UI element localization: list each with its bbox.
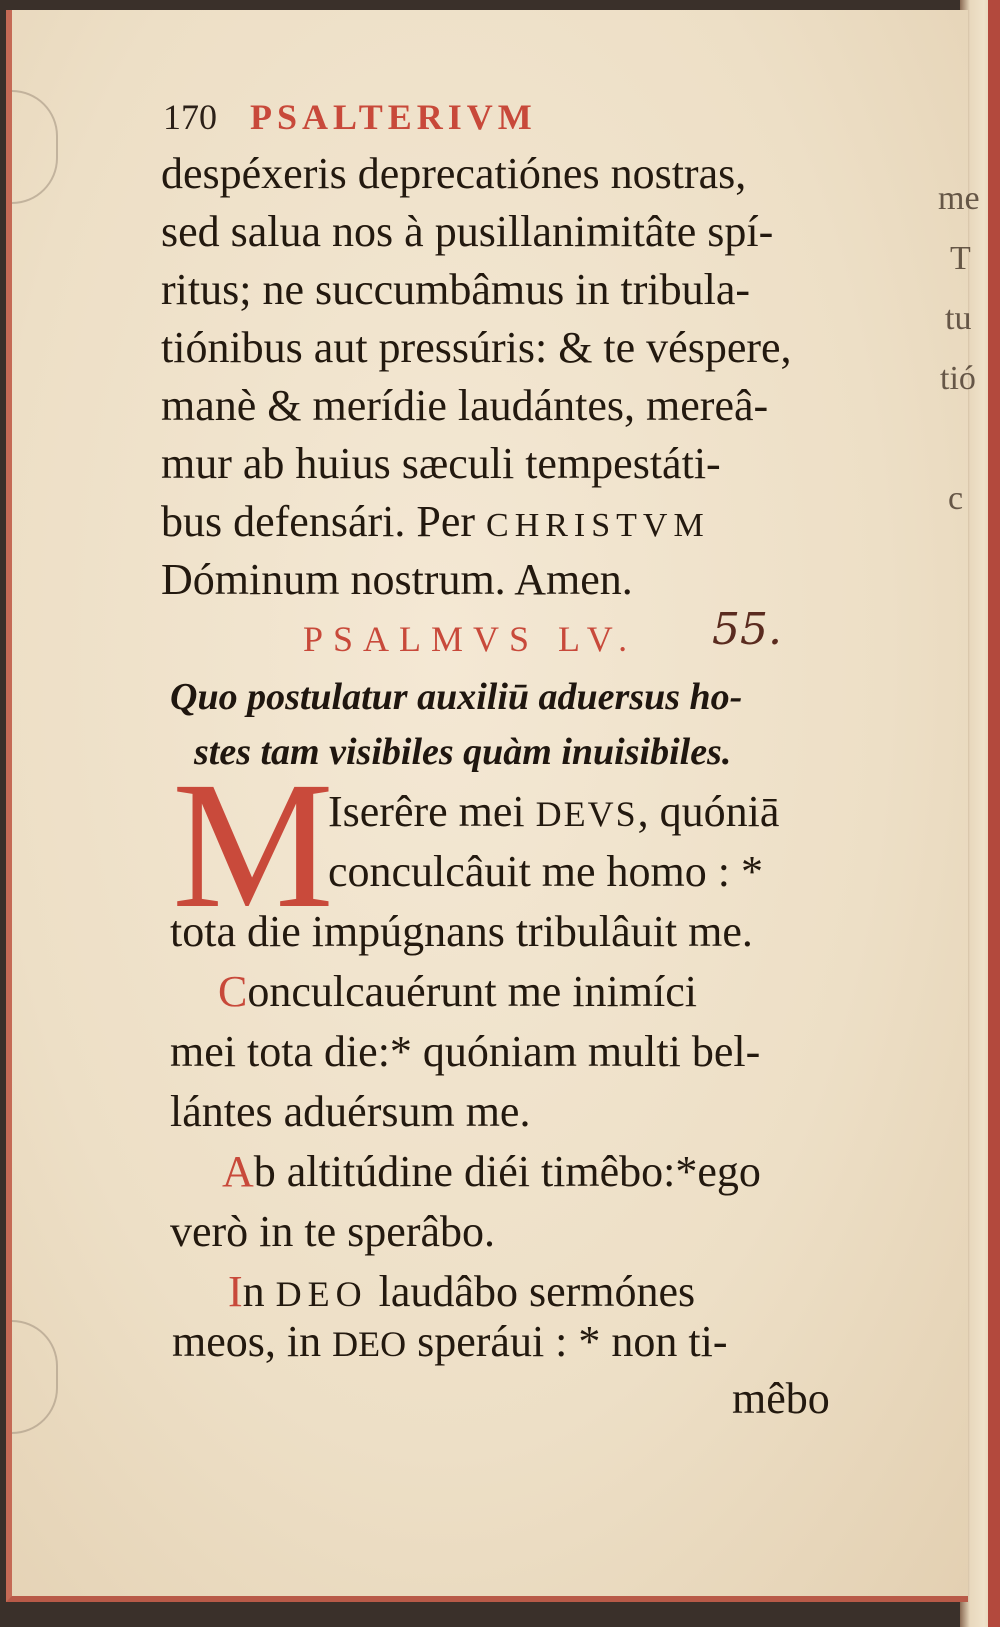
verse-text: , quóniā <box>637 787 780 836</box>
verse-line: tota die impúgnans tribulâuit me. <box>170 907 753 956</box>
deus-smallcaps: DEVS <box>535 794 638 834</box>
verse-initial: A <box>222 1147 254 1196</box>
page-number: 170 <box>163 97 217 137</box>
prayer-line: mur ab huius sæculi tempestáti- <box>161 439 721 488</box>
facing-page-text: tu <box>945 300 972 337</box>
deo-smallcaps: DEO <box>275 1274 368 1314</box>
verse-text: Iserêre mei <box>328 787 536 836</box>
verse-line <box>228 1267 696 1316</box>
prayer-line: manè & merídie laudántes, mereâ- <box>161 381 769 430</box>
catchword: mêbo <box>732 1374 830 1423</box>
prayer-line: despéxeris deprecatiónes nostras, <box>161 149 747 198</box>
verse-line <box>172 1317 728 1366</box>
verse-line <box>218 967 697 1016</box>
prayer-line: sed salua nos à pusillanimitâte spí- <box>161 207 774 256</box>
verse-line: conculcâuit me homo : * <box>328 847 763 896</box>
verse-text: onculcauérunt me inimíci <box>247 967 697 1016</box>
psalm-title: PSALMVS LV. <box>303 619 638 659</box>
verse-line: lántes aduérsum me. <box>170 1087 531 1136</box>
psalm-argument-line: Quo postulatur auxiliū aduersus ho- <box>170 676 743 718</box>
verse-line: verò in te sperâbo. <box>170 1207 495 1256</box>
psalm-argument-line: stes tam visibiles quàm inuisibiles. <box>194 731 732 773</box>
bookmark-tab-icon <box>12 1320 58 1434</box>
verse-text: laudâbo sermónes <box>367 1267 696 1316</box>
drop-cap-initial: M <box>172 745 334 946</box>
verse-line <box>222 1147 761 1196</box>
verse-initial: I <box>228 1267 243 1316</box>
verse-text: n <box>242 1267 276 1316</box>
verse-line: mei tota die:* quóniam multi bel- <box>170 1027 761 1076</box>
facing-page-text: me <box>938 180 980 217</box>
facing-page-text: T <box>950 240 971 277</box>
prayer-line-text: bus defensári. Per <box>161 497 476 546</box>
verse-line <box>328 787 780 836</box>
verse-text: b altitúdine diéi timêbo:*ego <box>253 1147 761 1196</box>
prayer-line: tiónibus aut pressúris: & te véspere, <box>161 323 792 372</box>
prayer-closing-line: Dóminum nostrum. Amen. <box>161 555 633 604</box>
verse-text: meos, in <box>172 1317 333 1366</box>
red-page-edge <box>988 0 1000 1627</box>
christum-smallcaps: CHRISTVM <box>486 507 710 544</box>
running-header <box>163 96 537 138</box>
deo-smallcaps: DEO <box>332 1324 407 1364</box>
running-title: PSALTERIVM <box>250 97 537 137</box>
facing-page-text: c <box>948 480 964 517</box>
prayer-line <box>161 497 710 546</box>
facing-page-text: tió <box>940 360 976 397</box>
bookmark-tab-icon <box>12 90 58 204</box>
prayer-line: ritus; ne succumbâmus in tribula- <box>161 265 750 314</box>
verse-text: speráui : * non ti- <box>406 1317 728 1366</box>
verse-initial: C <box>218 967 248 1016</box>
handwritten-psalm-number: 55. <box>712 604 782 655</box>
